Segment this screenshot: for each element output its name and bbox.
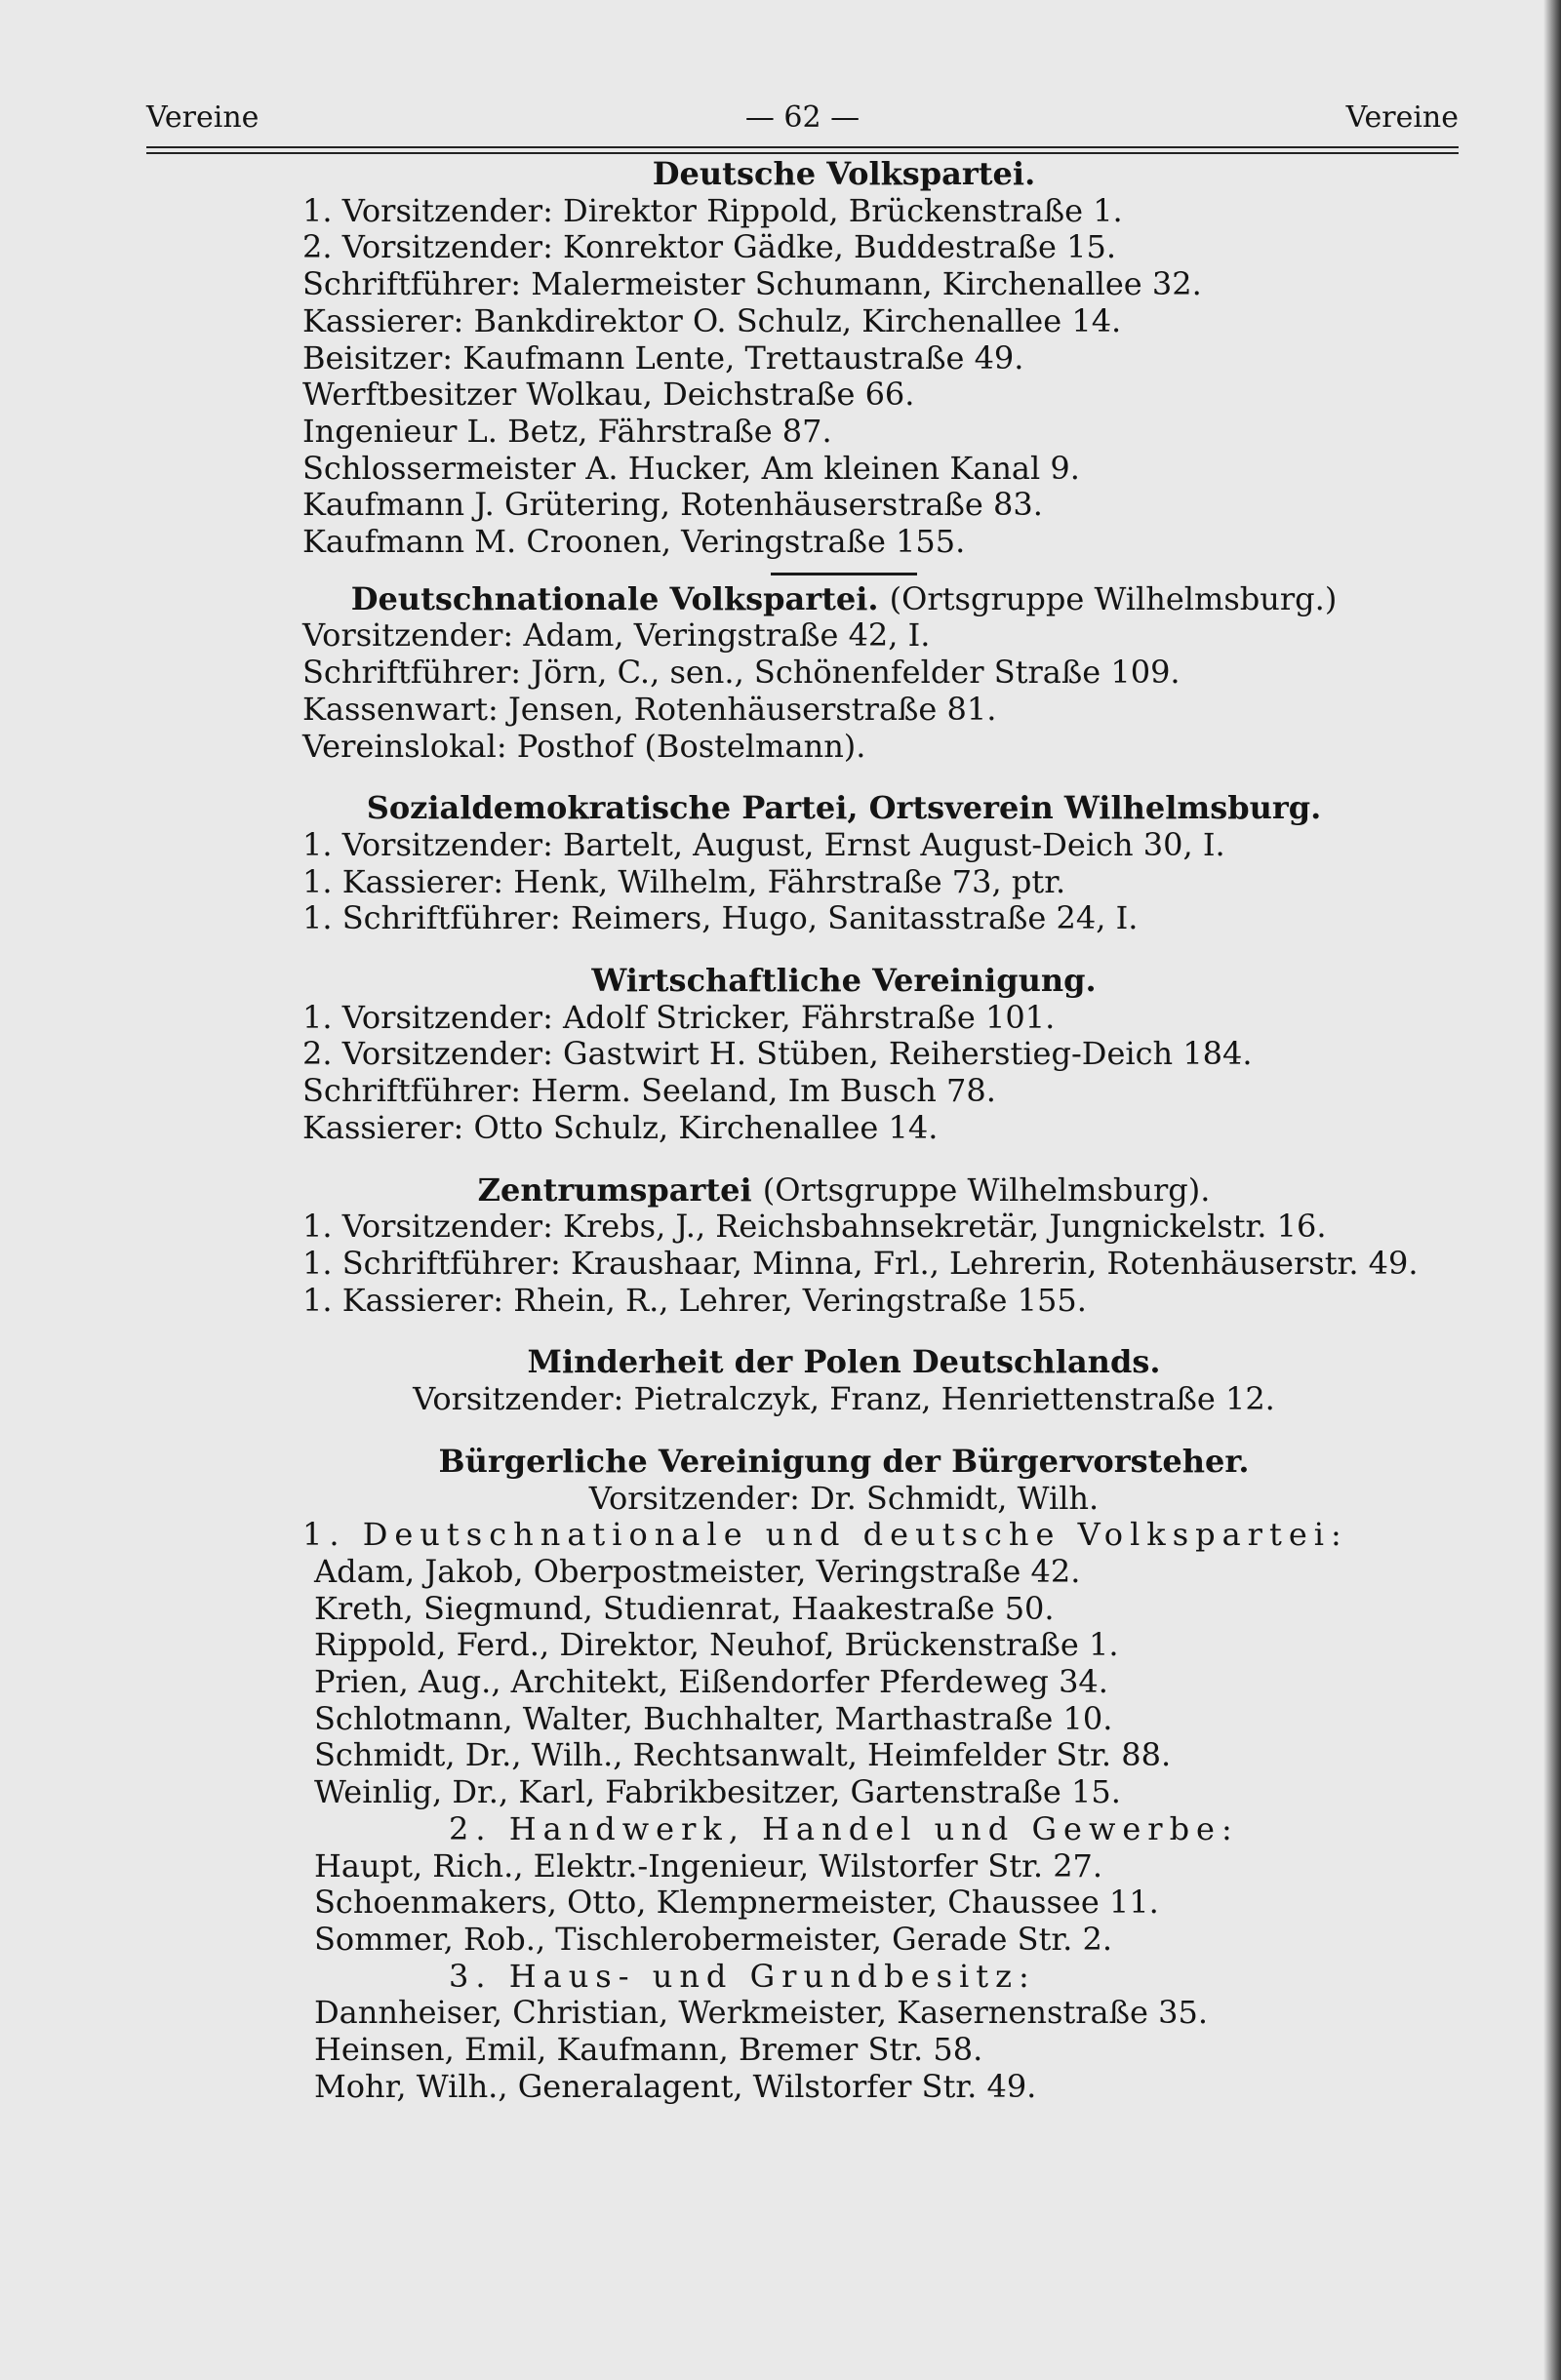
entry-line: Vorsitzender: Pietralczyk, Franz, Henriettenstraße 12.	[413, 1380, 1275, 1418]
member-line: Dannheiser, Christian, Werkmeister, Kasernenstraße 35.	[314, 1994, 1208, 2032]
entry-line: Kaufmann J. Grütering, Rotenhäuserstraße 83.	[302, 486, 1043, 524]
entry-line: Werftbesitzer Wolkau, Deichstraße 66.	[302, 376, 915, 414]
entry-line: Ingenieur L. Betz, Fährstraße 87.	[302, 412, 832, 450]
member-line: Mohr, Wilh., Generalagent, Wilstorfer Str. 49.	[314, 2067, 1037, 2105]
member-line: Schoenmakers, Otto, Klempnermeister, Chaussee 11.	[314, 1884, 1159, 1922]
entry-line: 1. Vorsitzender: Adolf Stricker, Fährstraße 101.	[302, 998, 1056, 1036]
section-gap	[302, 765, 1385, 790]
entry-line: Vorsitzender: Adam, Veringstraße 42, I.	[302, 616, 931, 654]
section-title-note: (Ortsgruppe Wilhelmsburg.)	[889, 579, 1338, 617]
member-line: Rippold, Ferd., Direktor, Neuhof, Brückenstraße 1.	[314, 1626, 1119, 1664]
entry-line: 2. Vorsitzender: Konrektor Gädke, Buddestraße 15.	[302, 228, 1117, 266]
entry-line: 1. Vorsitzender: Krebs, J., Reichsbahnsekretär, Jungnickelstr. 16.	[302, 1208, 1327, 1246]
section-title	[302, 1172, 1385, 1210]
entry-line: Schriftführer: Herm. Seeland, Im Busch 78.	[302, 1072, 996, 1110]
entry-line: Schriftführer: Jörn, C., sen., Schönenfelder Straße 109.	[302, 654, 1181, 692]
section-deutschnationale-volkspartei	[302, 581, 1385, 766]
section-title-note: (Ortsgruppe Wilhelmsburg).	[762, 1170, 1211, 1209]
scan-edge-shadow	[1543, 0, 1561, 2380]
section-title: Wirtschaftliche Vereinigung.	[591, 962, 1097, 1000]
page-number: — 62 —	[744, 100, 861, 135]
section-minderheit-polen	[302, 1344, 1385, 1417]
section-title: Minderheit der Polen Deutschlands.	[527, 1343, 1161, 1381]
header-rule-bottom	[146, 152, 1459, 154]
member-line: Schlotmann, Walter, Buchhalter, Marthastraße 10.	[314, 1699, 1113, 1737]
entry-line: 1. Kassierer: Rhein, R., Lehrer, Veringstraße 155.	[302, 1281, 1087, 1319]
section-title	[302, 581, 1385, 618]
section-gap	[302, 937, 1385, 963]
section-title: Sozialdemokratische Partei, Ortsverein Wilhelmsburg.	[366, 789, 1322, 827]
member-line: Heinsen, Emil, Kaufmann, Bremer Str. 58.	[314, 2031, 983, 2069]
entry-line: 2. Vorsitzender: Gastwirt H. Stüben, Reiherstieg-Deich 184.	[302, 1035, 1253, 1073]
section-separator	[771, 573, 917, 575]
page-content	[302, 155, 1419, 2105]
group-heading: 1. Deutschnationale und deutsche Volkspartei:	[302, 1516, 1348, 1554]
entry-line: Vereinslokal: Posthof (Bostelmann).	[302, 727, 866, 765]
section-title-text: Deutschnationale Volkspartei.	[350, 579, 879, 617]
entry-line: Kassierer: Otto Schulz, Kirchenallee 14.	[302, 1108, 939, 1146]
member-line: Schmidt, Dr., Wilh., Rechtsanwalt, Heimfelder Str. 88.	[314, 1736, 1172, 1774]
header-left: Vereine	[146, 100, 260, 135]
section-wirtschaftliche-vereinigung	[302, 963, 1385, 1147]
running-header	[146, 100, 1459, 139]
entry-line: Schriftführer: Malermeister Schumann, Kirchenallee 32.	[302, 265, 1202, 303]
section-title-text: Zentrumspartei	[477, 1170, 752, 1209]
entry-line: Kassenwart: Jensen, Rotenhäuserstraße 81.	[302, 690, 997, 728]
section-gap	[302, 1319, 1385, 1344]
member-line: Weinlig, Dr., Karl, Fabrikbesitzer, Gartenstraße 15.	[314, 1773, 1121, 1811]
section-title: Deutsche Volkspartei.	[652, 155, 1036, 192]
section-deutsche-volkspartei	[302, 156, 1385, 561]
entry-line: Kaufmann M. Croonen, Veringstraße 155.	[302, 523, 966, 561]
member-line: Adam, Jakob, Oberpostmeister, Veringstraße 42.	[314, 1552, 1081, 1590]
section-buergerliche-vereinigung	[302, 1444, 1385, 2106]
section-zentrumspartei	[302, 1170, 1419, 1320]
header-rule-top	[146, 146, 1459, 148]
member-line: Prien, Aug., Architekt, Eißendorfer Pferdeweg 34.	[314, 1663, 1108, 1701]
section-gap	[302, 1418, 1385, 1444]
section-title: Bürgerliche Vereinigung der Bürgervorsteher.	[438, 1442, 1250, 1480]
entry-line: 1. Schriftführer: Reimers, Hugo, Sanitasstraße 24, I.	[302, 899, 1139, 937]
group-heading: 3. Haus- und Grundbesitz:	[449, 1957, 1036, 1995]
entry-line: Kassierer: Bankdirektor O. Schulz, Kirchenallee 14.	[302, 301, 1122, 339]
group-heading: 2. Handwerk, Handel und Gewerbe:	[449, 1809, 1239, 1847]
section-gap	[302, 1147, 1385, 1172]
entry-line: 1. Schriftführer: Kraushaar, Minna, Frl., Lehrerin, Rotenhäuserstr. 49.	[302, 1244, 1419, 1282]
entry-line: 1. Vorsitzender: Bartelt, August, Ernst August-Deich 30, I.	[302, 825, 1225, 863]
member-line: Haupt, Rich., Elektr.-Ingenieur, Wilstorfer Str. 27.	[314, 1846, 1103, 1884]
entry-line: Schlossermeister A. Hucker, Am kleinen Kanal 9.	[302, 449, 1080, 487]
entry-line: Beisitzer: Kaufmann Lente, Trettaustraße 49.	[302, 338, 1024, 377]
header-right: Vereine	[1345, 100, 1459, 135]
entry-line: 1. Kassierer: Henk, Wilhelm, Fährstraße 73, ptr.	[302, 862, 1066, 900]
entry-line: Vorsitzender: Dr. Schmidt, Wilh.	[588, 1479, 1100, 1517]
member-line: Kreth, Siegmund, Studienrat, Haakestraße 50.	[314, 1589, 1055, 1627]
entry-line: 1. Vorsitzender: Direktor Rippold, Brückenstraße 1.	[302, 191, 1123, 229]
member-line: Sommer, Rob., Tischlerobermeister, Gerade Str. 2.	[314, 1920, 1113, 1958]
section-sozialdemokratische-partei	[302, 790, 1385, 937]
